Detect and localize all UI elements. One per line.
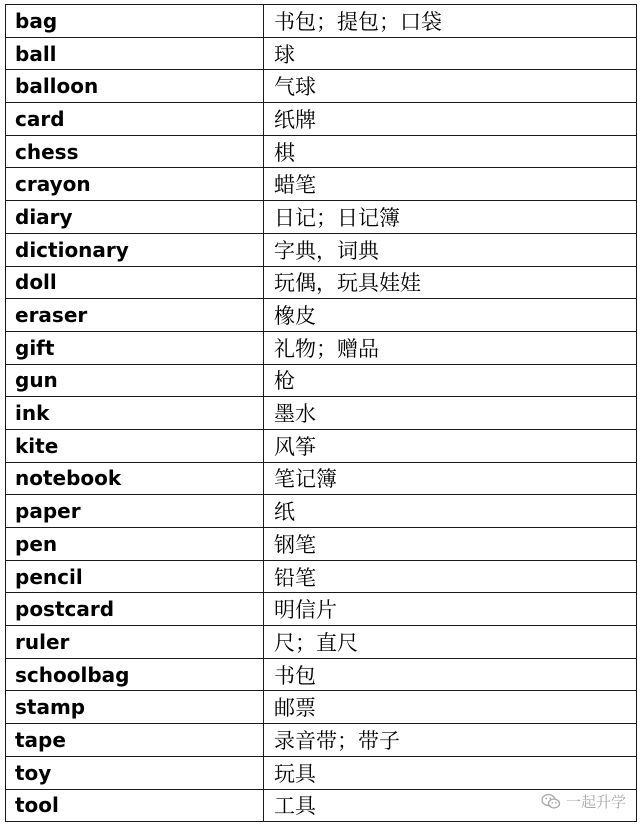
table-row	[6, 626, 637, 659]
english-word: tool	[6, 789, 264, 822]
chinese-meaning: 棋	[264, 135, 637, 168]
table-row	[6, 201, 637, 234]
chinese-meaning: 书包	[264, 658, 637, 691]
chinese-meaning: 铅笔	[264, 560, 637, 593]
table-row	[6, 37, 637, 70]
english-word: card	[6, 103, 264, 136]
english-word: pen	[6, 528, 264, 561]
table-row	[6, 658, 637, 691]
chinese-meaning: 枪	[264, 364, 637, 397]
english-word: ruler	[6, 626, 264, 659]
table-row	[6, 266, 637, 299]
chinese-meaning: 笔记簿	[264, 462, 637, 495]
chinese-meaning: 橡皮	[264, 299, 637, 332]
chinese-meaning: 日记；日记簿	[264, 201, 637, 234]
table-row	[6, 495, 637, 528]
table-row	[6, 168, 637, 201]
chinese-meaning: 明信片	[264, 593, 637, 626]
watermark-text: 一起升学	[565, 793, 626, 811]
table-row	[6, 70, 637, 103]
vocabulary-table-body	[6, 5, 637, 822]
vocabulary-table	[5, 4, 637, 822]
chinese-meaning: 录音带；带子	[264, 724, 637, 757]
table-row	[6, 331, 637, 364]
english-word: ball	[6, 37, 264, 70]
chinese-meaning: 尺；直尺	[264, 626, 637, 659]
chinese-meaning: 邮票	[264, 691, 637, 724]
table-row	[6, 528, 637, 561]
table-row	[6, 364, 637, 397]
watermark	[541, 791, 626, 812]
english-word: chess	[6, 135, 264, 168]
chinese-meaning: 玩偶，玩具娃娃	[264, 266, 637, 299]
english-word: ink	[6, 397, 264, 430]
english-word: toy	[6, 756, 264, 789]
table-row	[6, 299, 637, 332]
english-word: bag	[6, 5, 264, 38]
chinese-meaning: 纸牌	[264, 103, 637, 136]
table-row	[6, 462, 637, 495]
english-word: doll	[6, 266, 264, 299]
chinese-meaning: 字典，词典	[264, 233, 637, 266]
chinese-meaning: 蜡笔	[264, 168, 637, 201]
chinese-meaning: 玩具	[264, 756, 637, 789]
english-word: schoolbag	[6, 658, 264, 691]
english-word: paper	[6, 495, 264, 528]
table-row	[6, 593, 637, 626]
chinese-meaning: 球	[264, 37, 637, 70]
table-row	[6, 560, 637, 593]
english-word: eraser	[6, 299, 264, 332]
table-row	[6, 691, 637, 724]
chinese-meaning: 钢笔	[264, 528, 637, 561]
table-row	[6, 103, 637, 136]
chinese-meaning: 风筝	[264, 429, 637, 462]
english-word: notebook	[6, 462, 264, 495]
chinese-meaning: 气球	[264, 70, 637, 103]
table-row	[6, 233, 637, 266]
english-word: gift	[6, 331, 264, 364]
english-word: postcard	[6, 593, 264, 626]
english-word: pencil	[6, 560, 264, 593]
english-word: balloon	[6, 70, 264, 103]
table-row	[6, 429, 637, 462]
english-word: diary	[6, 201, 264, 234]
table-row	[6, 397, 637, 430]
english-word: crayon	[6, 168, 264, 201]
english-word: stamp	[6, 691, 264, 724]
table-row	[6, 724, 637, 757]
english-word: dictionary	[6, 233, 264, 266]
chinese-meaning: 墨水	[264, 397, 637, 430]
english-word: tape	[6, 724, 264, 757]
table-row	[6, 5, 637, 38]
chinese-meaning: 礼物；赠品	[264, 331, 637, 364]
table-row	[6, 756, 637, 789]
table-row	[6, 135, 637, 168]
wechat-icon	[541, 793, 561, 810]
chinese-meaning: 书包；提包；口袋	[264, 5, 637, 38]
english-word: gun	[6, 364, 264, 397]
chinese-meaning: 纸	[264, 495, 637, 528]
english-word: kite	[6, 429, 264, 462]
chinese-meaning: 工具	[264, 789, 637, 822]
